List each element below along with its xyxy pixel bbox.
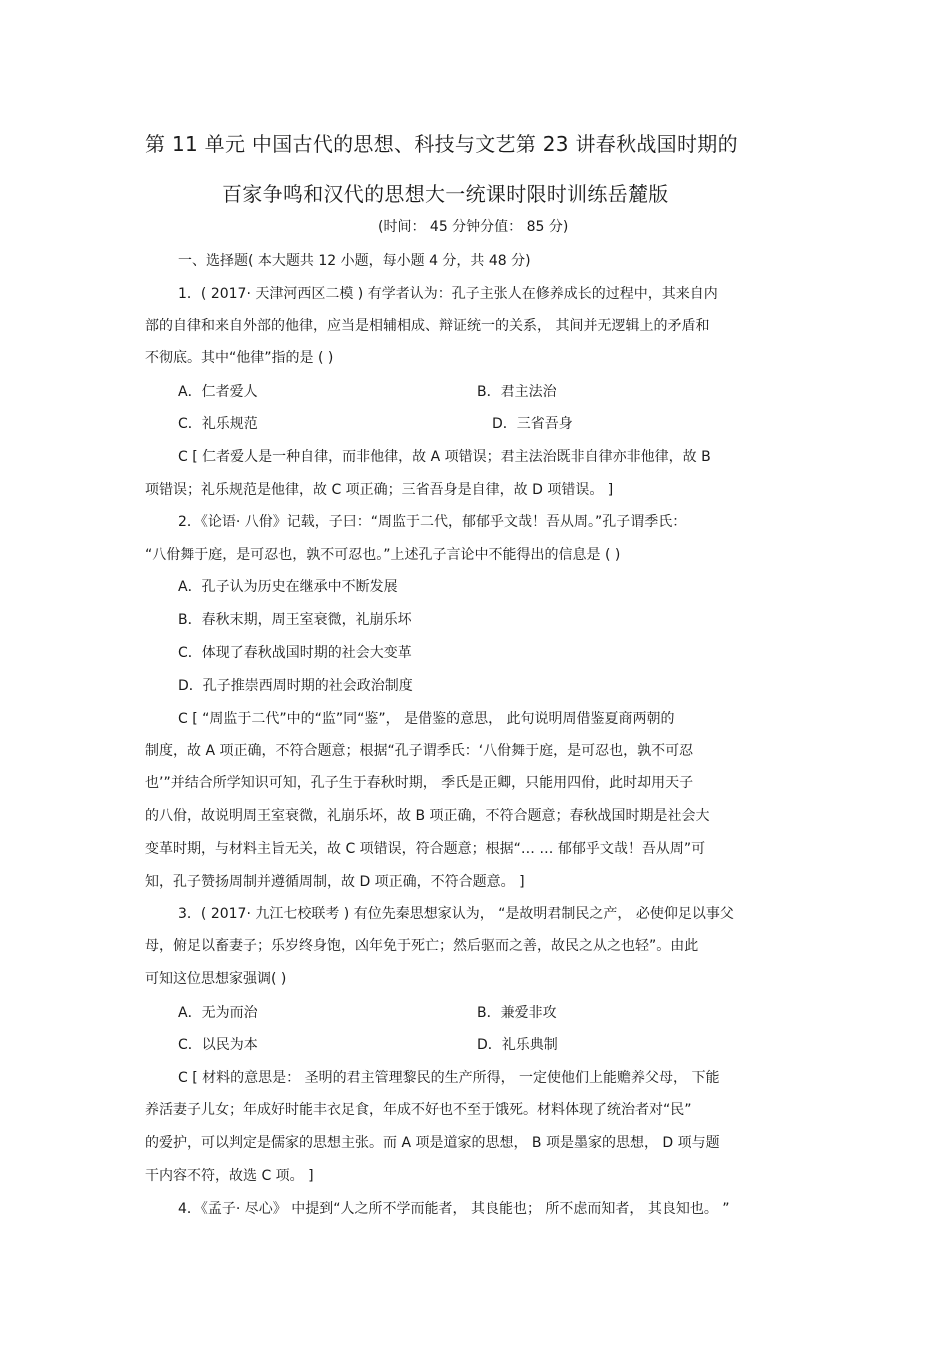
q3-option-b: B．兼爱非攻: [477, 1005, 557, 1021]
q3-option-c: C．以民为本: [178, 1037, 258, 1053]
q3-answer-line-2: 养活妻子儿女；年成好时能丰衣足食，年成不好也不至于饿死。材料体现了统治者对“民”: [145, 1102, 692, 1118]
q2-answer-line-6: 知，孔子赞扬周制并遵循周制，故 D 项正确，不符合题意。 ]: [145, 874, 525, 890]
title-line-1: 第 11 单元 中国古代的思想、科技与文艺第 23 讲春秋战国时期的: [145, 132, 738, 156]
q3-line-3: 可知这位思想家强调( ): [145, 971, 287, 987]
q1-option-a: A．仁者爱人: [178, 384, 258, 400]
q3-option-a: A．无为而治: [178, 1005, 258, 1021]
q2-answer-line-5: 变革时期，与材料主旨无关，故 C 项错误，符合题意；根据“… … 郁郁乎文哉！吾从周”可: [145, 841, 706, 857]
q2-option-b: B．春秋末期，周王室衰微，礼崩乐坏: [178, 612, 412, 628]
q2-option-d: D．孔子推崇西周时期的社会政治制度: [178, 678, 413, 694]
q2-line-2: “八佾舞于庭，是可忍也，孰不可忍也。”上述孔子言论中不能得出的信息是 ( ): [145, 547, 621, 563]
q3-line-2: 母，俯足以畜妻子；乐岁终身饱，凶年免于死亡；然后驱而之善，故民之从之也轻”。由此: [145, 938, 699, 954]
q1-option-d: D．三省吾身: [492, 416, 573, 432]
q3-option-d: D．礼乐典制: [477, 1037, 558, 1053]
q1-option-c: C．礼乐规范: [178, 416, 258, 432]
q2-answer-line-2: 制度，故 A 项正确，不符合题意；根据“孔子谓季氏：‘八佾舞于庭，是可忍也，孰不可忍: [145, 743, 694, 759]
q3-answer-line-4: 干内容不符，故选 C 项。 ]: [145, 1168, 314, 1184]
q1-answer-line-1: C [ 仁者爱人是一种自律，而非他律，故 A 项错误；君主法治既非自律亦非他律，故 B: [178, 449, 711, 465]
q3-answer-line-3: 的爱护，可以判定是儒家的思想主张。而 A 项是道家的思想， B 项是墨家的思想， D 项与题: [145, 1135, 720, 1151]
q2-answer-line-1: C [ “周监于二代”中的“监”同“鉴”， 是借鉴的意思， 此句说明周借鉴夏商两朝的: [178, 711, 675, 727]
title-line-2: 百家争鸣和汉代的思想大一统课时限时训练岳麓版: [222, 182, 669, 206]
q1-option-b: B．君主法治: [477, 384, 557, 400]
q1-line-2: 部的自律和来自外部的他律，应当是相辅相成、辩证统一的关系， 其间并无逻辑上的矛盾和: [145, 318, 710, 334]
q1-line-3: 不彻底。其中“他律”指的是 ( ): [145, 350, 334, 366]
section-heading: 一、选择题( 本大题共 12 小题，每小题 4 分，共 48 分): [178, 253, 531, 269]
q2-option-c: C．体现了春秋战国时期的社会大变革: [178, 645, 412, 661]
time-score-meta: (时间： 45 分钟分值： 85 分): [378, 219, 569, 235]
q3-line-1: 3．( 2017· 九江七校联考 ) 有位先秦思想家认为， “是故明君制民之产， 必使仰足以事父: [178, 906, 734, 922]
q4-line-1: 4．《孟子· 尽心》 中提到“人之所不学而能者， 其良能也； 所不虑而知者， 其良知也。 ”: [178, 1201, 730, 1217]
q2-line-1: 2．《论语· 八佾》记载，子曰：“周监于二代，郁郁乎文哉！吾从周。”孔子谓季氏：: [178, 514, 687, 530]
q2-option-a: A．孔子认为历史在继承中不断发展: [178, 579, 398, 595]
q2-answer-line-3: 也’”并结合所学知识可知，孔子生于春秋时期， 季氏是正卿，只能用四佾，此时却用天子: [145, 775, 694, 791]
q1-answer-line-2: 项错误；礼乐规范是他律，故 C 项正确；三省吾身是自律，故 D 项错误。 ]: [145, 482, 614, 498]
q2-answer-line-4: 的八佾，故说明周王室衰微，礼崩乐坏，故 B 项正确，不符合题意；春秋战国时期是社会大: [145, 808, 710, 824]
q3-answer-line-1: C [ 材料的意思是： 圣明的君主管理黎民的生产所得， 一定使他们上能赡养父母， 下能: [178, 1070, 720, 1086]
q1-line-1: 1．( 2017· 天津河西区二模 ) 有学者认为：孔子主张人在修养成长的过程中，其来自内: [178, 286, 718, 302]
